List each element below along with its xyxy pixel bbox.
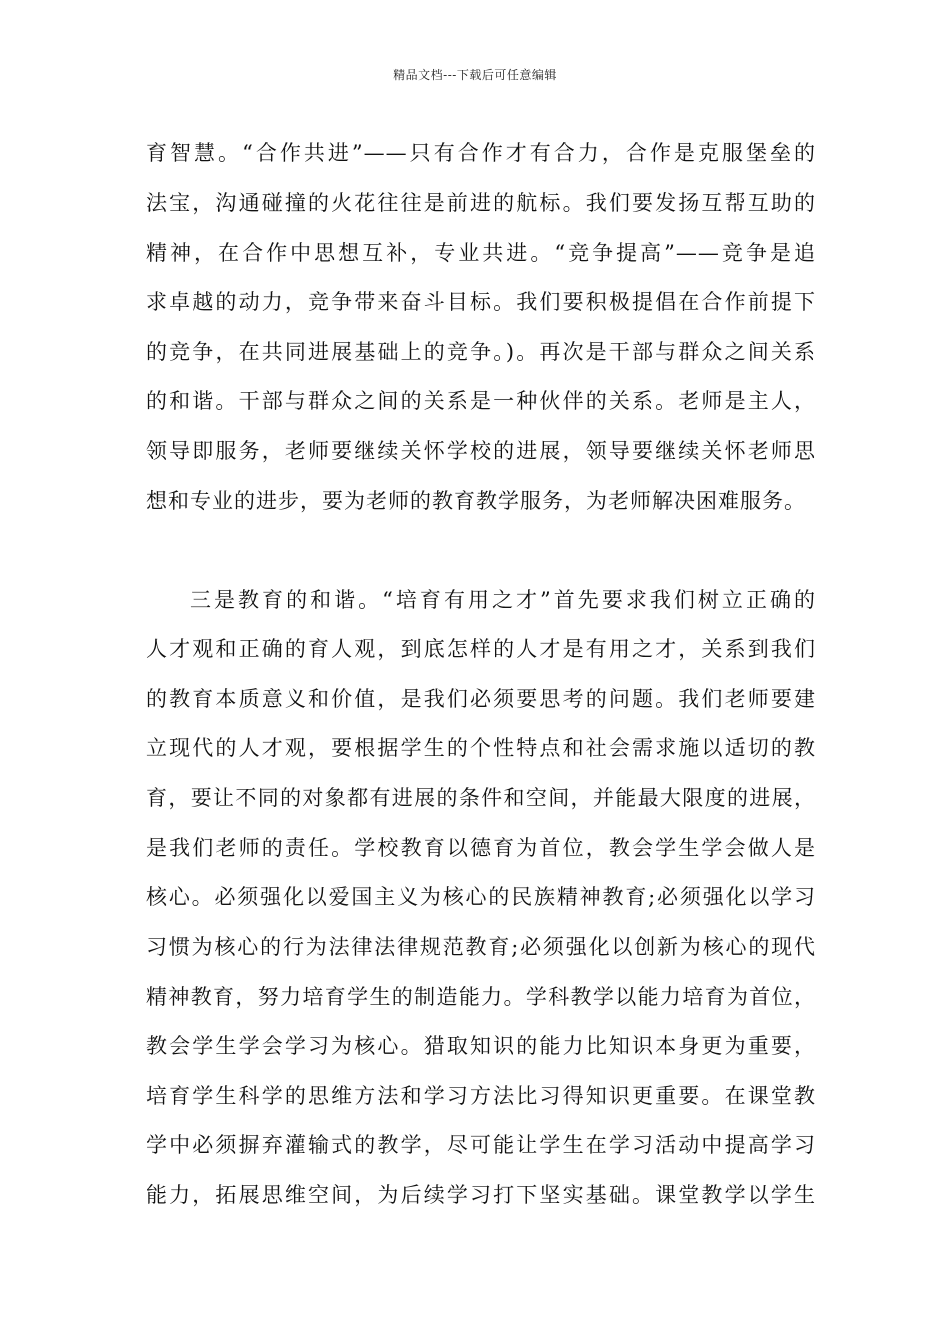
paragraph2-line-2: 人才观和正确的育人观，到底怎样的人才是有用之才，关系到我们	[146, 637, 816, 661]
paragraph1-line-7: 领导即服务，老师要继续关怀学校的进展，领导要继续关怀老师思	[146, 439, 816, 463]
paragraph2-line-5: 育，要让不同的对象都有进展的条件和空间，并能最大限度的进展，	[146, 786, 816, 810]
paragraph1-line-5: 的竞争，在共同进展基础上的竞争。)。再次是干部与群众之间关系	[146, 340, 816, 364]
paragraph2-line-12: 学中必须摒弃灌输式的教学，尽可能让学生在学习活动中提高学习	[146, 1133, 816, 1157]
paragraph2-line-6: 是我们老师的责任。学校教育以德育为首位，教会学生学会做人是	[146, 836, 816, 860]
paragraph2-line-10: 教会学生学会学习为核心。猎取知识的能力比知识本身更为重要，	[146, 1034, 816, 1058]
paragraph2-line-4: 立现代的人才观，要根据学生的个性特点和社会需求施以适切的教	[146, 736, 816, 760]
paragraph2-line-3: 的教育本质意义和价值，是我们必须要思考的问题。我们老师要建	[146, 687, 816, 711]
paragraph1-line-6: 的和谐。干部与群众之间的关系是一种伙伴的关系。老师是主人，	[146, 389, 816, 413]
paragraph1-line-1: 育智慧。“合作共进”——只有合作才有合力，合作是克服堡垒的	[146, 141, 816, 165]
paragraph2-line-8: 习惯为核心的行为法律法律规范教育;必须强化以创新为核心的现代	[146, 935, 816, 959]
paragraph1-line-8: 想和专业的进步，要为老师的教育教学服务，为老师解决困难服务。	[146, 489, 806, 513]
paragraph2-line-1: 三是教育的和谐。“培育有用之才”首先要求我们树立正确的	[190, 588, 816, 612]
paragraph2-line-7: 核心。必须强化以爱国主义为核心的民族精神教育;必须强化以学习	[146, 885, 816, 909]
paragraph2-line-9: 精神教育，努力培育学生的制造能力。学科教学以能力培育为首位，	[146, 985, 816, 1009]
paragraph2-line-13: 能力，拓展思维空间，为后续学习打下坚实基础。课堂教学以学生	[146, 1183, 816, 1207]
paragraph1-line-4: 求卓越的动力，竞争带来奋斗目标。我们要积极提倡在合作前提下	[146, 290, 816, 314]
page-header: 精品文档---下载后可任意编辑	[393, 68, 557, 82]
paragraph2-line-11: 培育学生科学的思维方法和学习方法比习得知识更重要。在课堂教	[146, 1084, 816, 1108]
paragraph1-line-2: 法宝，沟通碰撞的火花往往是前进的航标。我们要发扬互帮互助的	[146, 191, 816, 215]
paragraph1-line-3: 精神，在合作中思想互补，专业共进。“竞争提高”——竞争是追	[146, 241, 816, 265]
